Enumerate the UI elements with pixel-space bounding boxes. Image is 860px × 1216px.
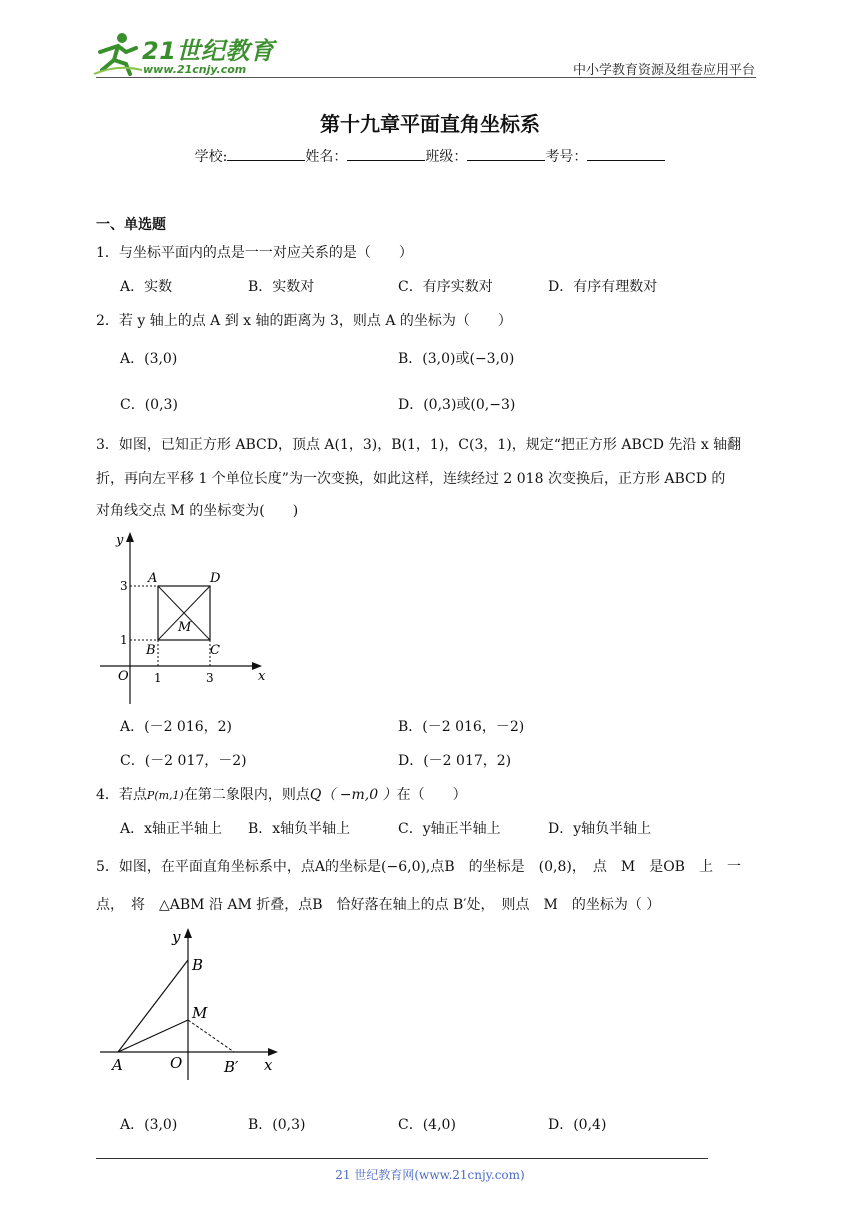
q5-origin-label: O [170,1054,183,1072]
q3-tick-x3: 3 [206,671,214,685]
q3-option-c[interactable]: C．(－2 017，－2) [120,753,247,769]
q1-option-a[interactable]: A．实数 [120,279,173,295]
logo-runner-icon [92,30,144,76]
q4-option-d[interactable]: D．y轴负半轴上 [548,821,652,837]
q3-point-d: D [210,571,221,586]
q1-stem: 1．与坐标平面内的点是一一对应关系的是（ ） [96,245,413,261]
q4-point-p: P(m,1) [146,789,184,802]
q1-option-c[interactable]: C．有序实数对 [398,279,493,295]
q2-option-a[interactable]: A．(3,0) [120,351,178,367]
q3-point-c: C [210,643,220,658]
q5-figure [96,924,296,1080]
q1-option-d[interactable]: D．有序有理数对 [548,279,658,295]
q5-stem-line1: 5．如图，在平面直角坐标系中，点A的坐标是(−6,0),点B 的坐标是 (0,8)， 点 M 是OB 上 一 [96,859,741,875]
q4-option-b[interactable]: B．x轴负半轴上 [248,821,351,837]
q3-point-b: B [146,643,156,658]
q3-origin-label: O [118,669,129,684]
q5-x-arrow-icon [268,1048,278,1056]
q3-stem-line1: 3．如图，已知正方形 ABCD，顶点 A(1，3)，B(1，1)，C(3，1)，规定“把正方形 ABCD 先沿 x 轴翻 [96,437,742,453]
q3-option-a[interactable]: A．(－2 016，2) [120,719,233,735]
q4-option-c[interactable]: C．y轴正半轴上 [398,821,501,837]
q5-option-b[interactable]: B．(0,3) [248,1117,306,1133]
q5-point-b: B [192,956,204,974]
q4-stem [96,784,467,804]
q4-stem-c: 在（ ） [396,787,467,803]
header-divider [96,77,756,78]
platform-name: 中小学教育资源及组卷应用平台 [572,63,755,78]
q3-x-label: x [258,669,266,684]
section-heading: 一、单选题 [96,217,166,233]
school-label: 学校: [194,149,228,165]
q1-option-b[interactable]: B．实数对 [248,279,315,295]
name-blank[interactable] [347,148,425,161]
footer-divider [96,1158,708,1159]
q4-stem-b: 在第二象限内，则点 [183,787,310,803]
q3-point-a: A [148,571,158,586]
q4-option-a[interactable]: A．x轴正半轴上 [120,821,223,837]
q3-y-label: y [116,533,124,548]
q3-figure [96,528,276,704]
q2-option-c[interactable]: C．(0,3) [120,397,178,413]
exam-no-label: 考号： [545,149,588,165]
q2-stem: 2．若 y 轴上的点 A 到 x 轴的距离为 3，则点 A 的坐标为（ ） [96,313,512,329]
page-title: 第十九章平面直角坐标系 [320,112,540,136]
q2-option-b[interactable]: B．(3,0)或(−3,0) [398,351,515,367]
q3-y-arrow-icon [126,532,134,542]
q3-tick-x1: 1 [154,671,162,685]
q3-option-b[interactable]: B．(－2 016，－2) [398,719,525,735]
q3-option-d[interactable]: D．(－2 017，2) [398,753,512,769]
q5-point-m: M [192,1004,208,1022]
q5-y-label: y [172,928,181,946]
q4-stem-a: 4．若点 [96,787,147,803]
q3-point-m: M [178,620,192,635]
q3-tick-y1: 1 [120,633,128,647]
school-blank[interactable] [227,148,305,161]
q5-x-label: x [264,1056,273,1074]
q4-point-q: Q（ −m,0 ） [309,787,397,803]
logo-text: 21世纪教育 [142,37,275,65]
q3-tick-y3: 3 [120,579,128,593]
q5-option-a[interactable]: A．(3,0) [120,1117,178,1133]
exam-no-blank[interactable] [587,148,665,161]
logo-url: www.21cnjy.com [143,63,247,76]
q5-option-c[interactable]: C．(4,0) [398,1117,456,1133]
q3-stem-line2: 折，再向左平移 1 个单位长度”为一次变换，如此这样，连续经过 2 018 次变换后，正方形 ABCD 的 [96,471,726,487]
footer-link[interactable]: 21 世纪教育网(www.21cnjy.com) [335,1168,525,1182]
q2-option-d[interactable]: D．(0,3)或(0,−3) [398,397,516,413]
q5-option-d[interactable]: D．(0,4) [548,1117,607,1133]
q5-point-a: A [112,1056,123,1074]
student-info [0,146,860,166]
q5-point-b-prime: B′ [224,1058,239,1076]
q5-stem-line2: 点， 将 △ABM 沿 AM 折叠，点B 恰好落在轴上的点 B′处， 则点 M 的坐标为（ ） [96,897,661,913]
name-label: 姓名： [305,149,348,165]
class-blank[interactable] [467,148,545,161]
q3-stem-line3: 对角线交点 M 的坐标变为( ) [96,503,299,519]
class-label: 班级： [425,149,468,165]
q5-y-arrow-icon [184,928,192,938]
